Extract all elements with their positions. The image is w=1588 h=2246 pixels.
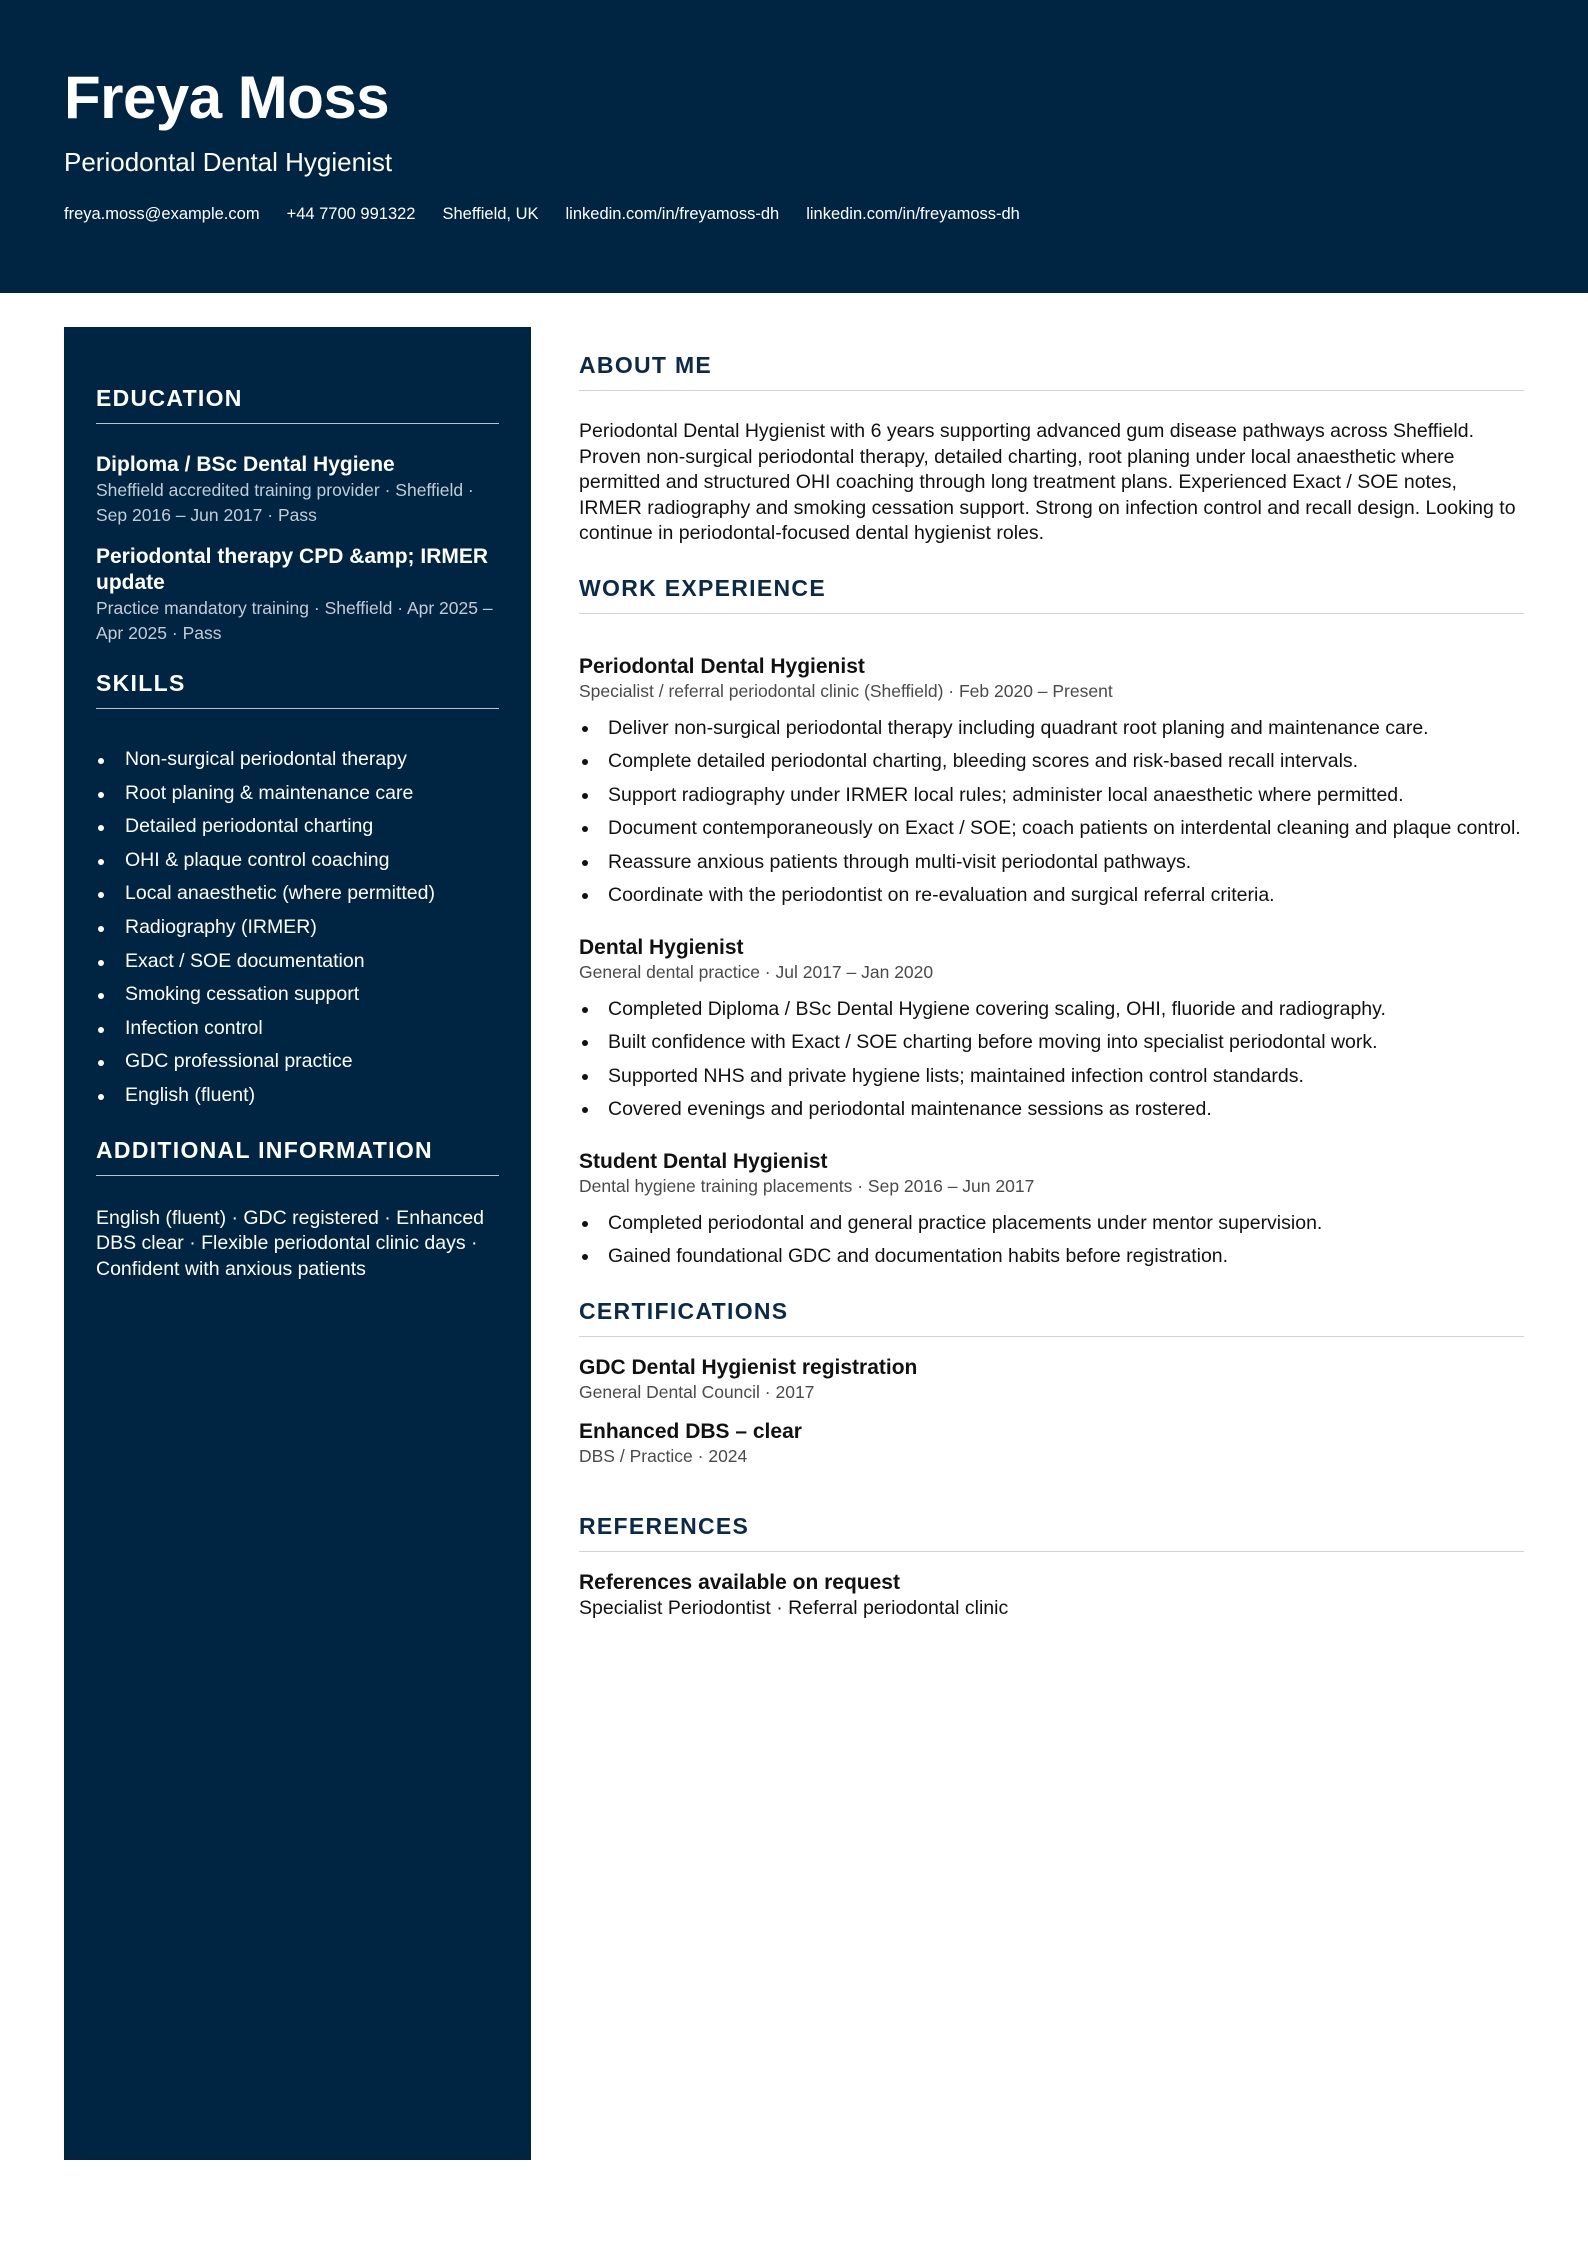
contact-linkedin-secondary[interactable]: linkedin.com/in/freyamoss-dh xyxy=(806,205,1020,223)
skill-item: Infection control xyxy=(96,1012,499,1046)
skill-item: Radiography (IRMER) xyxy=(96,911,499,945)
contact-location: Sheffield, UK xyxy=(442,205,539,223)
about-text: Periodontal Dental Hygienist with 6 years supporting advanced gum disease pathways across Sheffield. Proven non-surgical periodontal therapy, detailed charting, root planing under local anaesthetic where permitted and structured OHI coaching through long treatment plans. Experienced Exact / SOE notes, IRMER radiography and smoking cessation support. Strong on infection control and recall design. Looking to continue in periodontal-focused dental hygienist roles. xyxy=(579,420,1516,544)
candidate-role: Periodontal Dental Hygienist xyxy=(64,147,393,177)
skill-item: Smoking cessation support xyxy=(96,978,499,1012)
education-item xyxy=(96,544,499,646)
job-bullet: Document contemporaneously on Exact / SOE; coach patients on interdental cleaning and plaque control. xyxy=(579,816,1524,842)
education-list xyxy=(96,452,499,646)
job-bullet: Built confidence with Exact / SOE charting before moving into specialist periodontal work. xyxy=(579,1030,1524,1056)
skills-heading: SKILLS xyxy=(96,668,499,709)
additional-info-text: English (fluent) · GDC registered · Enhanced DBS clear · Flexible periodontal clinic days · Confident with anxious patients xyxy=(96,1206,485,1280)
contact-phone[interactable]: +44 7700 991322 xyxy=(286,205,416,223)
job-bullet: Covered evenings and periodontal maintenance sessions as rostered. xyxy=(579,1097,1524,1123)
references-heading: REFERENCES xyxy=(579,1511,1524,1552)
contact-linkedin[interactable]: linkedin.com/in/freyamoss-dh xyxy=(565,205,780,223)
skills-section xyxy=(96,668,499,1113)
education-details: Sheffield accredited training provider · Sheffield · Sep 2016 – Jun 2017 · Pass xyxy=(96,480,474,525)
skills-list xyxy=(96,743,499,1113)
resume-header xyxy=(0,0,1588,293)
certifications-heading: CERTIFICATIONS xyxy=(579,1296,1524,1337)
job-entry xyxy=(579,1149,1524,1270)
certification-meta: General Dental Council · 2017 xyxy=(579,1381,815,1402)
education-heading: EDUCATION xyxy=(96,383,499,424)
candidate-name: Freya Moss xyxy=(64,64,390,131)
experience-heading: WORK EXPERIENCE xyxy=(579,573,1524,614)
certification-title: Enhanced DBS – clear xyxy=(579,1419,802,1443)
skill-item: Exact / SOE documentation xyxy=(96,945,499,979)
additional-info-section xyxy=(96,1135,499,1283)
education-section xyxy=(96,383,499,646)
about-section xyxy=(579,350,1524,547)
job-bullet: Complete detailed periodontal charting, bleeding scores and risk-based recall intervals. xyxy=(579,749,1524,775)
certification-title: GDC Dental Hygienist registration xyxy=(579,1355,918,1379)
references-block xyxy=(579,1570,1524,1621)
certifications-section xyxy=(579,1296,1524,1467)
about-heading: ABOUT ME xyxy=(579,350,1524,391)
education-details: Practice mandatory training · Sheffield · Apr 2025 – Apr 2025 · Pass xyxy=(96,598,493,643)
job-bullet: Support radiography under IRMER local rules; administer local anaesthetic where permitted. xyxy=(579,783,1524,809)
job-bullet: Completed periodontal and general practice placements under mentor supervision. xyxy=(579,1211,1524,1237)
additional-info-heading: ADDITIONAL INFORMATION xyxy=(96,1135,499,1176)
job-bullet: Coordinate with the periodontist on re-evaluation and surgical referral criteria. xyxy=(579,883,1524,909)
job-bullet: Supported NHS and private hygiene lists; maintained infection control standards. xyxy=(579,1064,1524,1090)
education-item xyxy=(96,452,499,528)
job-entry xyxy=(579,935,1524,1123)
job-bullet: Deliver non-surgical periodontal therapy including quadrant root planing and maintenance care. xyxy=(579,716,1524,742)
contact-email[interactable]: freya.moss@example.com xyxy=(64,205,260,223)
job-bullet: Completed Diploma / BSc Dental Hygiene covering scaling, OHI, fluoride and radiography. xyxy=(579,997,1524,1023)
education-title: Diploma / BSc Dental Hygiene xyxy=(96,453,395,476)
experience-section xyxy=(579,573,1524,1270)
main-content xyxy=(579,350,1524,1647)
job-title: Periodontal Dental Hygienist xyxy=(579,654,865,678)
skill-item: Root planing & maintenance care xyxy=(96,777,499,811)
certification-meta: DBS / Practice · 2024 xyxy=(579,1445,748,1466)
job-meta: General dental practice · Jul 2017 – Jan 2020 xyxy=(579,961,934,982)
job-bullets xyxy=(579,716,1524,909)
job-bullets xyxy=(579,997,1524,1123)
references-detail: Specialist Periodontist · Referral periodontal clinic xyxy=(579,1596,1009,1619)
contact-line xyxy=(64,203,1020,225)
job-bullet: Gained foundational GDC and documentation habits before registration. xyxy=(579,1244,1524,1270)
certification-item xyxy=(579,1355,1524,1403)
skill-item: Detailed periodontal charting xyxy=(96,810,499,844)
job-title: Dental Hygienist xyxy=(579,935,744,959)
skill-item: Local anaesthetic (where permitted) xyxy=(96,877,499,911)
references-title: References available on request xyxy=(579,1570,900,1594)
job-entry xyxy=(579,654,1524,909)
references-section xyxy=(579,1511,1524,1621)
sidebar xyxy=(64,327,531,2160)
skill-item: GDC professional practice xyxy=(96,1045,499,1079)
certification-list xyxy=(579,1355,1524,1467)
job-meta: Specialist / referral periodontal clinic (Sheffield) · Feb 2020 – Present xyxy=(579,680,1113,701)
job-title: Student Dental Hygienist xyxy=(579,1149,828,1173)
skill-item: English (fluent) xyxy=(96,1079,499,1113)
education-title: Periodontal therapy CPD &amp; IRMER update xyxy=(96,545,489,594)
job-bullets xyxy=(579,1211,1524,1270)
job-meta: Dental hygiene training placements · Sep 2016 – Jun 2017 xyxy=(579,1175,1035,1196)
skill-item: OHI & plaque control coaching xyxy=(96,844,499,878)
skill-item: Non-surgical periodontal therapy xyxy=(96,743,499,777)
certification-item xyxy=(579,1419,1524,1467)
job-bullet: Reassure anxious patients through multi-visit periodontal pathways. xyxy=(579,850,1524,876)
